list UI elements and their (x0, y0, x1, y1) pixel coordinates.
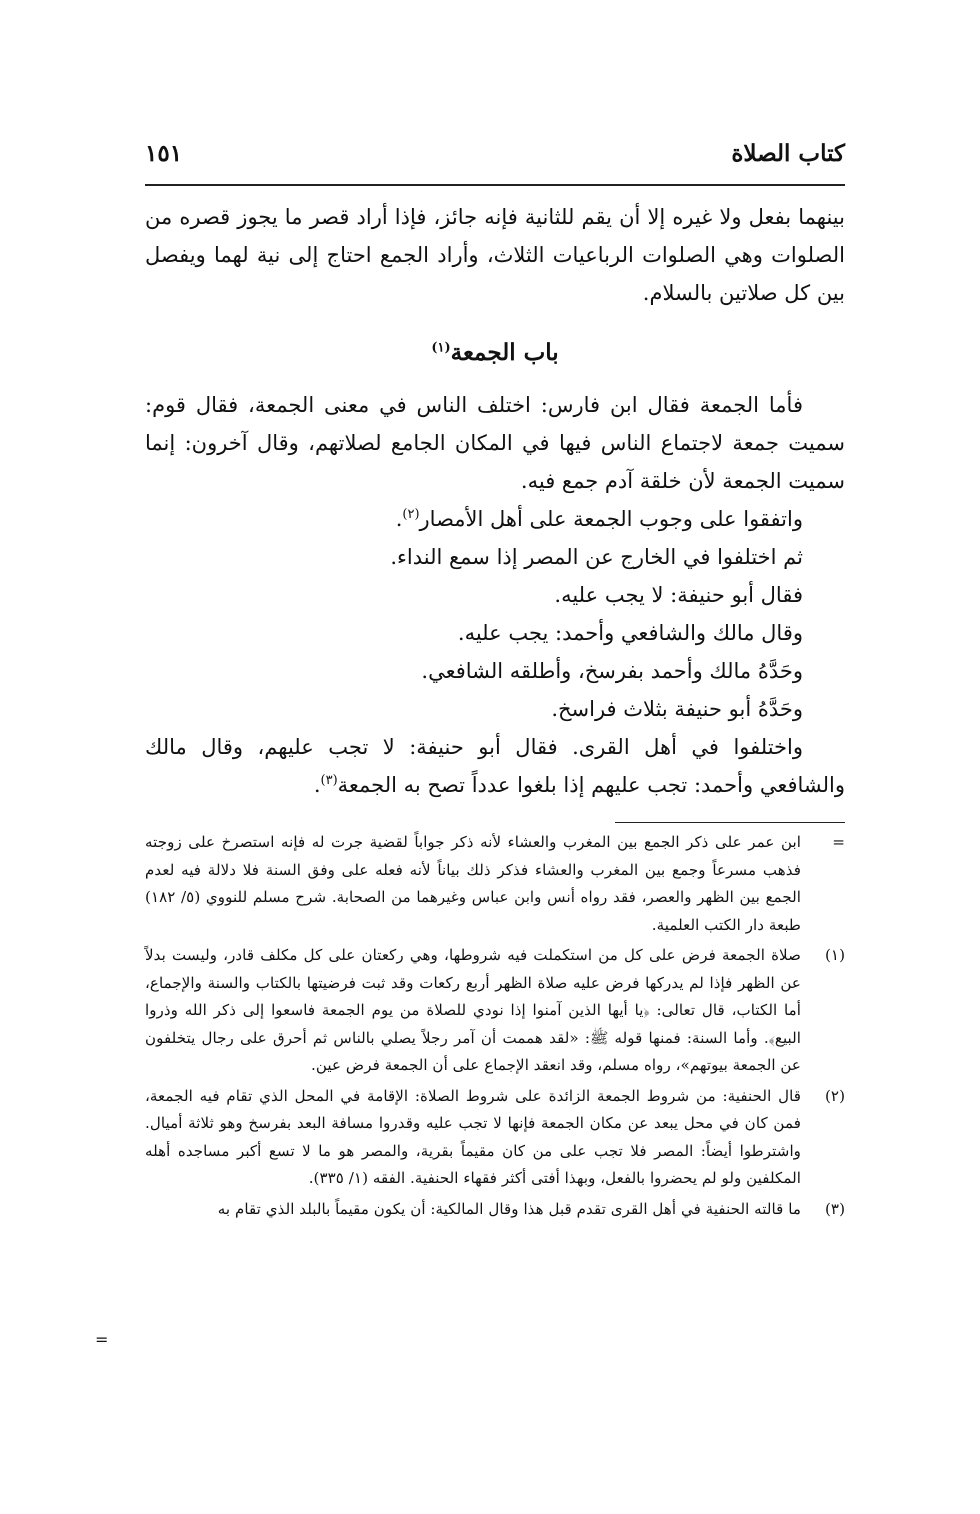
book-page (145, 140, 845, 1226)
footnote-separator (615, 822, 845, 823)
footnote-1 (145, 942, 845, 1080)
footnote-2 (145, 1083, 845, 1193)
villages-text: واختلفوا في أهل القرى. فقال أبو حنيفة: لا تجب عليهم، وقال مالك والشافعي وأحمد: تجب عليهم إذا بلغوا عدداً تصح به الجمعة (145, 735, 845, 797)
footnote-mark: (٢) (824, 1086, 845, 1105)
footnote-text: صلاة الجمعة فرض على كل من استكملت فيه شروطها، وهي ركعتان على كل مكلف قادر، وليست بدلاً عن الظهر فإذا لم يدركها فرض عليه صلاة الظهر أربع ركعات وقد ثبت فرضيتها بالكتاب والسنة والإجماع، أما الكتاب، قال تعالى: ﴿يا أيها الذين آمنوا إذا نودي للصلاة من يوم الجمعة فاسعوا إلى ذكر الله وذروا البيع﴾. وأما السنة: فمنها قوله ﷺ: «لقد هممت أن آمر رجلاً يصلي بالناس ثم أحرق على رجال يتخلفون عن الجمعة بيوتهم»، رواه مسلم، وقد انعقد الإجماع على أن الجمعة فرض عين. (145, 946, 801, 1074)
paragraph-villages (145, 728, 845, 804)
agreement-end: . (395, 507, 403, 531)
main-text (145, 198, 845, 804)
footnote-mark: (١) (824, 946, 845, 964)
paragraph-distance-malik: وحَدَّهُ مالك وأحمد بفرسخ، وأطلقه الشافعي. (421, 659, 803, 683)
book-title: كتاب الصلاة (731, 140, 845, 167)
paragraph-definition: فأما الجمعة فقال ابن فارس: اختلف الناس في معنى الجمعة، فقال قوم: سميت جمعة لاجتماع الناس فيها في المكان الجامع لصلاتهم، وقال آخرون: إنما سميت الجمعة لأن خلقة آدم جمع فيه. (145, 393, 845, 493)
page-number: ١٥١ (145, 140, 183, 167)
paragraph-dispute: ثم اختلفوا في الخارج عن المصر إذا سمع النداء. (390, 545, 803, 569)
paragraph-abu-hanifa: فقال أبو حنيفة: لا يجب عليه. (554, 583, 803, 607)
footnote-continued (145, 829, 845, 939)
footnote-3 (145, 1196, 845, 1224)
footnote-mark: (٣) (824, 1199, 845, 1218)
footnote-ref-2: (٢) (402, 507, 420, 522)
footnote-mark: = (832, 833, 845, 851)
chapter-title (145, 334, 845, 372)
running-header (145, 140, 845, 186)
footnote-text: ابن عمر على ذكر الجمع بين المغرب والعشاء لأنه ذكر جواباً لقضية جرت له فإنه استصرخ على زوجته فذهب مسرعاً وجمع بين المغرب والعشاء فذكر ذلك بياناً لأنه فعله على وفق السنة فلا دلالة فيه لعدم الجمع بين الظهر والعصر، فقد رواه أنس وابن عباس وغيرهما من الصحابة. شرح مسلم للنووي (٥/ ١٨٢) طبعة دار الكتب العلمية. (145, 833, 801, 934)
footnote-text: قال الحنفية: من شروط الجمعة الزائدة على شروط الصلاة: الإقامة في المحل الذي تقام فيه الجمعة، فمن كان في محل يبعد عن مكان الجمعة فإنها لا تجب عليه وقدروا مسافة البعد بفرسخ وهو ثلاثة أميال. واشترطوا أيضاً: المصر فلا تجب على من كان مقيماً بقرية، والمصر هو ما لا تسع أكبر مساجده أهله المكلفين ولو لم يحضروا بالفعل، وبهذا أفتى أكثر فقهاء الحنفية. الفقه (١/ ٣٣٥). (145, 1086, 801, 1187)
intro-paragraph: بينهما بفعل ولا غيره إلا أن يقم للثانية فإنه جائز، فإذا أراد قصر ما يجوز قصره من الصلوات وهي الصلوات الرباعيات الثلاث، وأراد الجمع احتاج إلى نية لهما ويفصل بين كل صلاتين بالسلام. (145, 205, 845, 305)
footnotes (145, 829, 845, 1223)
footnote-ref-3: (٣) (320, 773, 338, 788)
paragraph-agreement (145, 500, 845, 538)
chapter-title-text: باب الجمعة (450, 339, 559, 366)
chapter-footnote-ref: (١) (431, 340, 451, 356)
agreement-text: واتفقوا على وجوب الجمعة على أهل الأمصار (419, 507, 803, 531)
villages-end: . (313, 773, 321, 797)
paragraph-distance-abu-hanifa: وحَدَّهُ أبو حنيفة بثلاث فراسخ. (551, 697, 803, 721)
footnote-text: ما قالته الحنفية في أهل القرى تقدم قبل هذا وقال المالكية: أن يكون مقيماً بالبلد الذي تقام به (217, 1199, 801, 1218)
paragraph-malik-shafii-ahmad: وقال مالك والشافعي وأحمد: يجب عليه. (457, 621, 803, 645)
continuation-mark: = (95, 1330, 109, 1349)
